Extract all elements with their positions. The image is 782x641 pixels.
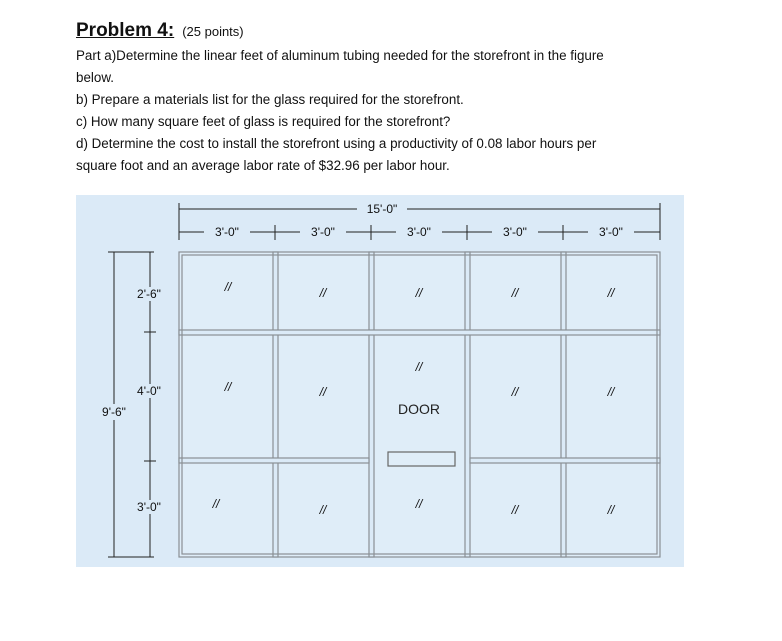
- vertical-mullion: [561, 252, 566, 557]
- problem-title: Problem 4:: [76, 20, 175, 41]
- horizontal-rail: [179, 458, 369, 463]
- row-height-label: 2'-6": [137, 287, 161, 301]
- row-height-label: 4'-0": [137, 384, 161, 398]
- problem-line-2: below.: [76, 70, 114, 85]
- vertical-mullion: [273, 252, 278, 557]
- glass-mark: //: [511, 286, 519, 300]
- problem-block: [76, 20, 756, 177]
- horizontal-rail: [470, 458, 660, 463]
- glass-mark: //: [319, 385, 327, 399]
- storefront-figure: [76, 195, 684, 567]
- problem-line-4: c) How many square feet of glass is required for the storefront?: [76, 114, 451, 129]
- glass-mark: //: [511, 385, 519, 399]
- door-label: DOOR: [398, 401, 440, 417]
- glass-mark: //: [415, 360, 423, 374]
- column-width-label: 3'-0": [215, 225, 239, 239]
- problem-header: [76, 20, 756, 42]
- glass-mark: //: [511, 503, 519, 517]
- overall-height-label: 9'-6": [102, 405, 126, 419]
- row-height-label: 3'-0": [137, 500, 161, 514]
- glass-mark: //: [415, 497, 423, 511]
- glass-mark: //: [224, 380, 232, 394]
- vertical-mullion: [465, 252, 470, 557]
- glass-mark: //: [415, 286, 423, 300]
- glass-mark: //: [319, 286, 327, 300]
- problem-points: (25 points): [182, 24, 244, 39]
- storefront-elevation: [76, 195, 684, 567]
- horizontal-rail: [179, 330, 660, 335]
- problem-line-6: square foot and an average labor rate of $32.96 per labor hour.: [76, 158, 450, 173]
- glass-mark: //: [607, 503, 615, 517]
- glass-mark: //: [607, 385, 615, 399]
- problem-line-3: b) Prepare a materials list for the glass required for the storefront.: [76, 92, 464, 107]
- problem-line-5: d) Determine the cost to install the storefront using a productivity of 0.08 labor hours per: [76, 136, 597, 151]
- column-width-label: 3'-0": [503, 225, 527, 239]
- overall-width-label: 15'-0": [366, 202, 398, 216]
- glass-mark: //: [607, 286, 615, 300]
- column-width-label: 3'-0": [599, 225, 623, 239]
- problem-line-1: Part a)Determine the linear feet of aluminum tubing needed for the storefront in the figure: [76, 48, 604, 63]
- glass-mark: //: [319, 503, 327, 517]
- vertical-mullion: [369, 252, 374, 557]
- column-width-label: 3'-0": [407, 225, 431, 239]
- glass-mark: //: [212, 497, 220, 511]
- glass-mark: //: [224, 280, 232, 294]
- column-width-label: 3'-0": [311, 225, 335, 239]
